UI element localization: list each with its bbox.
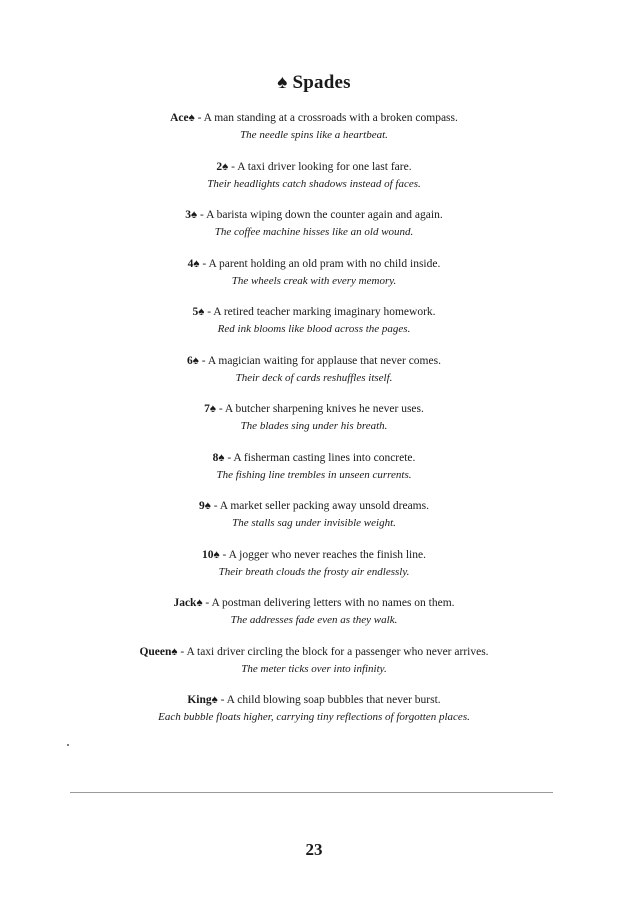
card-description: - A taxi driver circling the block for a passenger who never arrives.	[177, 645, 489, 658]
card-verse: Red ink blooms like blood across the pages.	[217, 323, 411, 335]
card-entry-6	[0, 353, 628, 402]
card-description: - A barista wiping down the counter again and again.	[197, 209, 443, 221]
card-rank: Queen♠	[139, 645, 178, 658]
footer-divider	[70, 792, 553, 793]
card-rank: Ace♠	[170, 112, 195, 124]
card-entry-10	[0, 547, 628, 596]
card-description: - A retired teacher marking imaginary homework.	[204, 306, 436, 318]
card-description: - A parent holding an old pram with no child inside.	[199, 257, 441, 270]
card-entry-5	[0, 304, 628, 353]
card-description: - A fisherman casting lines into concrete.	[224, 451, 416, 464]
section-heading	[0, 72, 628, 94]
card-entry-queen	[0, 644, 628, 693]
card-rank: 7♠	[204, 403, 216, 415]
card-verse: The meter ticks over into infinity.	[241, 662, 387, 675]
card-entry-list	[0, 110, 628, 741]
card-rank: 10♠	[202, 548, 220, 561]
card-verse: Their deck of cards reshuffles itself.	[235, 371, 393, 384]
card-description: - A postman delivering letters with no names on them.	[202, 597, 455, 609]
card-description: - A butcher sharpening knives he never uses.	[215, 403, 424, 415]
card-entry-2	[0, 159, 628, 208]
card-entry-8	[0, 450, 628, 499]
card-description: - A market seller packing away unsold dreams.	[210, 500, 429, 512]
card-entry-jack	[0, 595, 628, 644]
card-rank: 3♠	[185, 209, 198, 221]
card-description: - A magician waiting for applause that never comes.	[198, 354, 441, 367]
card-verse: The coffee machine hisses like an old wound.	[214, 226, 414, 238]
card-entry-ace	[0, 110, 628, 159]
card-rank: 6♠	[187, 354, 199, 367]
card-verse: The blades sing under his breath.	[240, 420, 388, 432]
card-rank: Jack♠	[173, 597, 203, 609]
card-description: - A taxi driver looking for one last fare.	[228, 160, 412, 173]
card-verse: Their breath clouds the frosty air endlessly.	[218, 565, 410, 578]
card-verse: Their headlights catch shadows instead of faces.	[207, 177, 421, 190]
card-verse: Each bubble floats higher, carrying tiny reflections of forgotten places.	[158, 711, 470, 723]
card-description: - A jogger who never reaches the finish line.	[219, 548, 426, 561]
card-rank: 2♠	[216, 160, 229, 173]
card-verse: The stalls sag under invisible weight.	[232, 517, 396, 529]
card-entry-king	[0, 692, 628, 741]
card-description: - A child blowing soap bubbles that never burst.	[217, 694, 441, 706]
card-verse: The fishing line trembles in unseen currents.	[216, 468, 412, 481]
card-rank: 4♠	[187, 257, 200, 270]
card-entry-3	[0, 207, 628, 256]
page-number: 23	[305, 840, 323, 859]
card-description: - A man standing at a crossroads with a broken compass.	[194, 112, 458, 124]
card-entry-9	[0, 498, 628, 547]
card-verse: The addresses fade even as they walk.	[230, 614, 398, 626]
card-rank: 5♠	[192, 306, 205, 318]
stray-dot	[67, 744, 69, 746]
card-rank: King♠	[187, 694, 218, 706]
spade-suit-icon: ♠	[277, 72, 288, 93]
card-rank: 8♠	[212, 451, 225, 464]
card-verse: The needle spins like a heartbeat.	[240, 129, 388, 141]
card-entry-4	[0, 256, 628, 305]
card-rank: 9♠	[199, 500, 211, 512]
section-heading-text: Spades	[292, 72, 351, 93]
card-entry-7	[0, 401, 628, 450]
card-verse: The wheels creak with every memory.	[231, 274, 397, 287]
